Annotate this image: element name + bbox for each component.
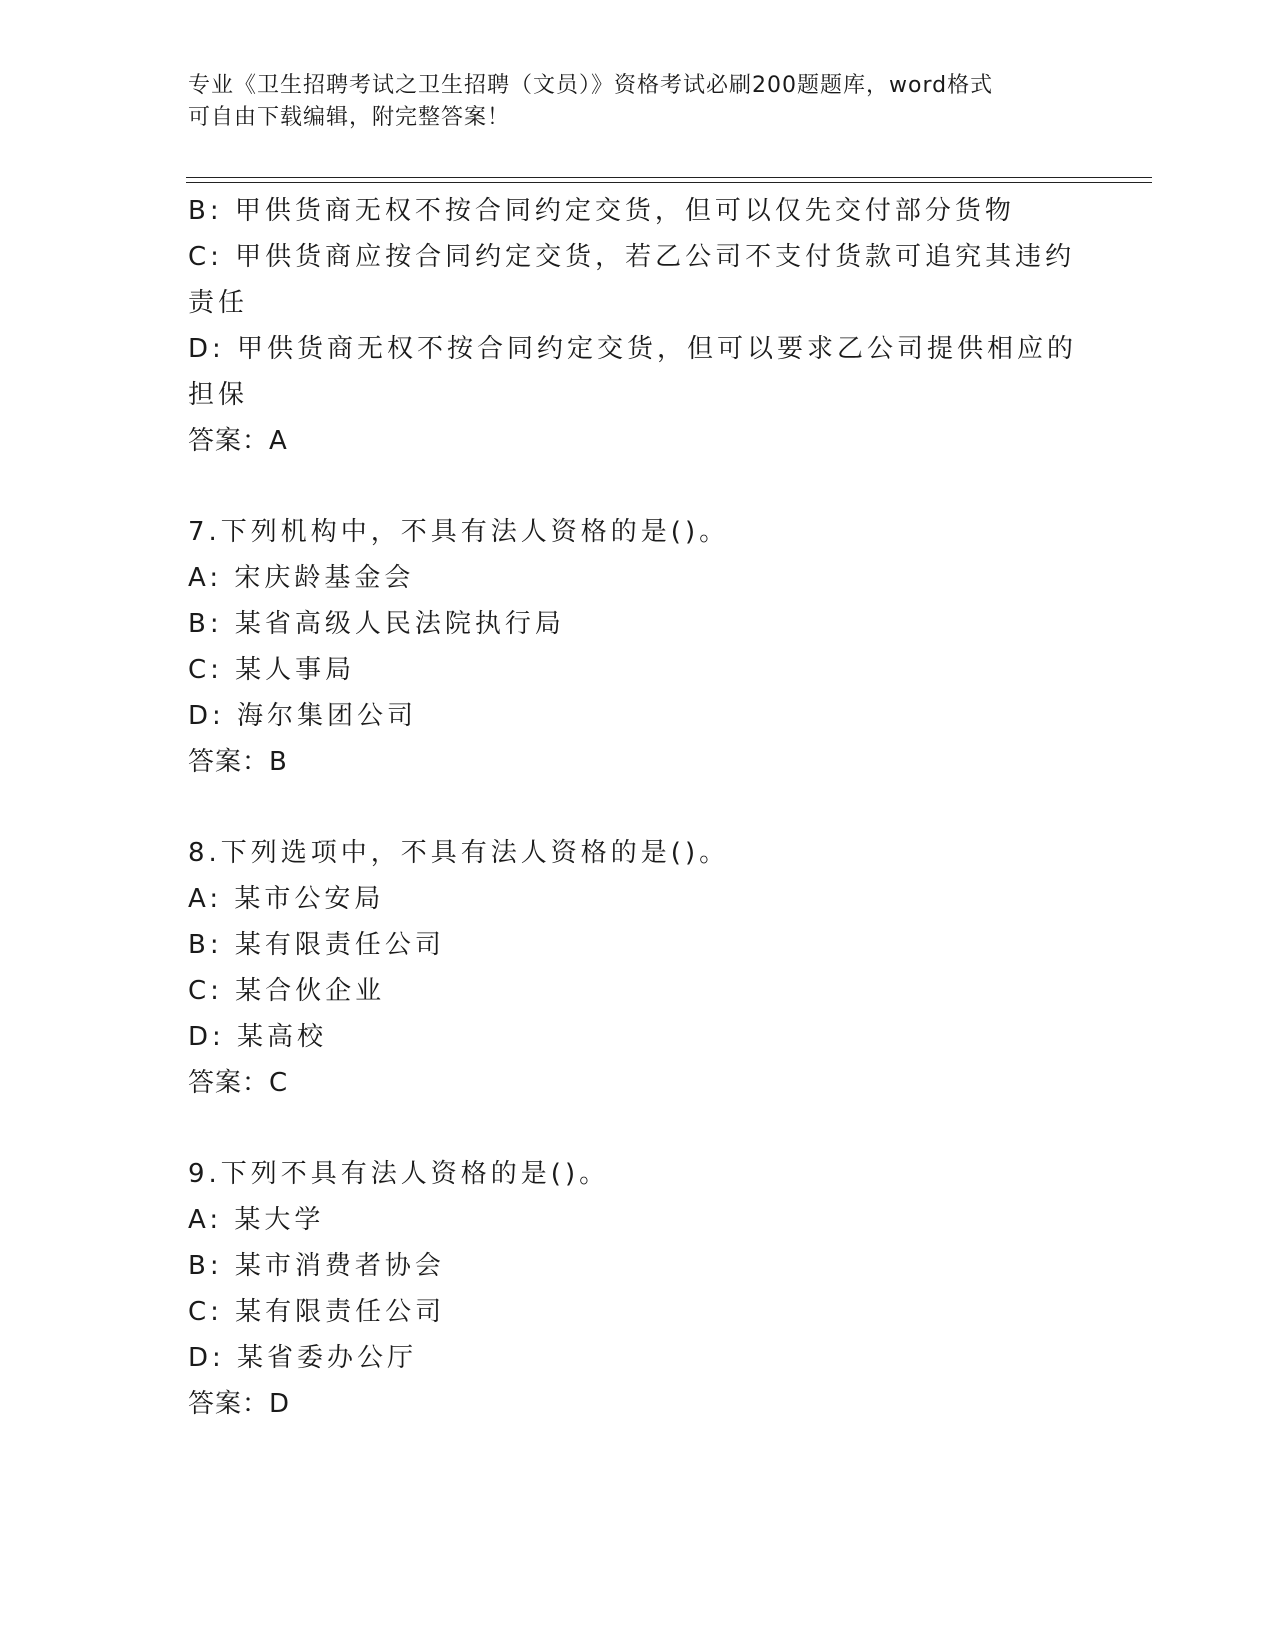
option-c: C: 某人事局	[188, 655, 356, 685]
previous-question-block	[188, 188, 1078, 464]
question-block-9	[188, 1151, 1078, 1427]
question-stem: 7.下列机构中，不具有法人资格的是()。	[188, 517, 730, 547]
spacer	[188, 464, 1078, 509]
option-b: B: 某市消费者协会	[188, 1251, 445, 1281]
question-stem: 8.下列选项中，不具有法人资格的是()。	[188, 838, 730, 868]
option-d: D: 某高校	[188, 1022, 328, 1052]
answer-line: 答案：A	[188, 426, 288, 456]
document-header	[188, 70, 1068, 134]
option-a: A: 宋庆龄基金会	[188, 563, 415, 593]
option-d: D: 某省委办公厅	[188, 1343, 418, 1373]
spacer	[188, 785, 1078, 830]
question-block-8	[188, 830, 1078, 1106]
option-a: A: 某大学	[188, 1205, 325, 1235]
option-d: D: 甲供货商无权不按合同约定交货，但可以要求乙公司提供相应的担保	[188, 334, 1078, 410]
answer-line: 答案：D	[188, 1389, 291, 1419]
header-title-line-1: 专业《卫生招聘考试之卫生招聘（文员）》资格考试必刷200题题库，word格式	[188, 73, 994, 98]
option-a: A: 某市公安局	[188, 884, 385, 914]
option-b: B: 某省高级人民法院执行局	[188, 609, 565, 639]
header-divider-bottom	[186, 182, 1152, 183]
header-title-line-2: 可自由下载编辑，附完整答案！	[188, 105, 511, 130]
answer-line: 答案：B	[188, 747, 288, 777]
answer-line: 答案：C	[188, 1068, 289, 1098]
question-block-7	[188, 509, 1078, 785]
question-list	[188, 188, 1078, 1427]
spacer	[188, 1106, 1078, 1151]
option-b: B: 某有限责任公司	[188, 930, 445, 960]
question-stem: 9.下列不具有法人资格的是()。	[188, 1159, 610, 1189]
option-b: B: 甲供货商无权不按合同约定交货，但可以仅先交付部分货物	[188, 196, 1015, 226]
option-c: C: 某有限责任公司	[188, 1297, 446, 1327]
option-c: C: 甲供货商应按合同约定交货，若乙公司不支付货款可追究其违约责任	[188, 242, 1076, 318]
option-c: C: 某合伙企业	[188, 976, 386, 1006]
header-divider-top	[186, 177, 1152, 178]
option-d: D: 海尔集团公司	[188, 701, 418, 731]
